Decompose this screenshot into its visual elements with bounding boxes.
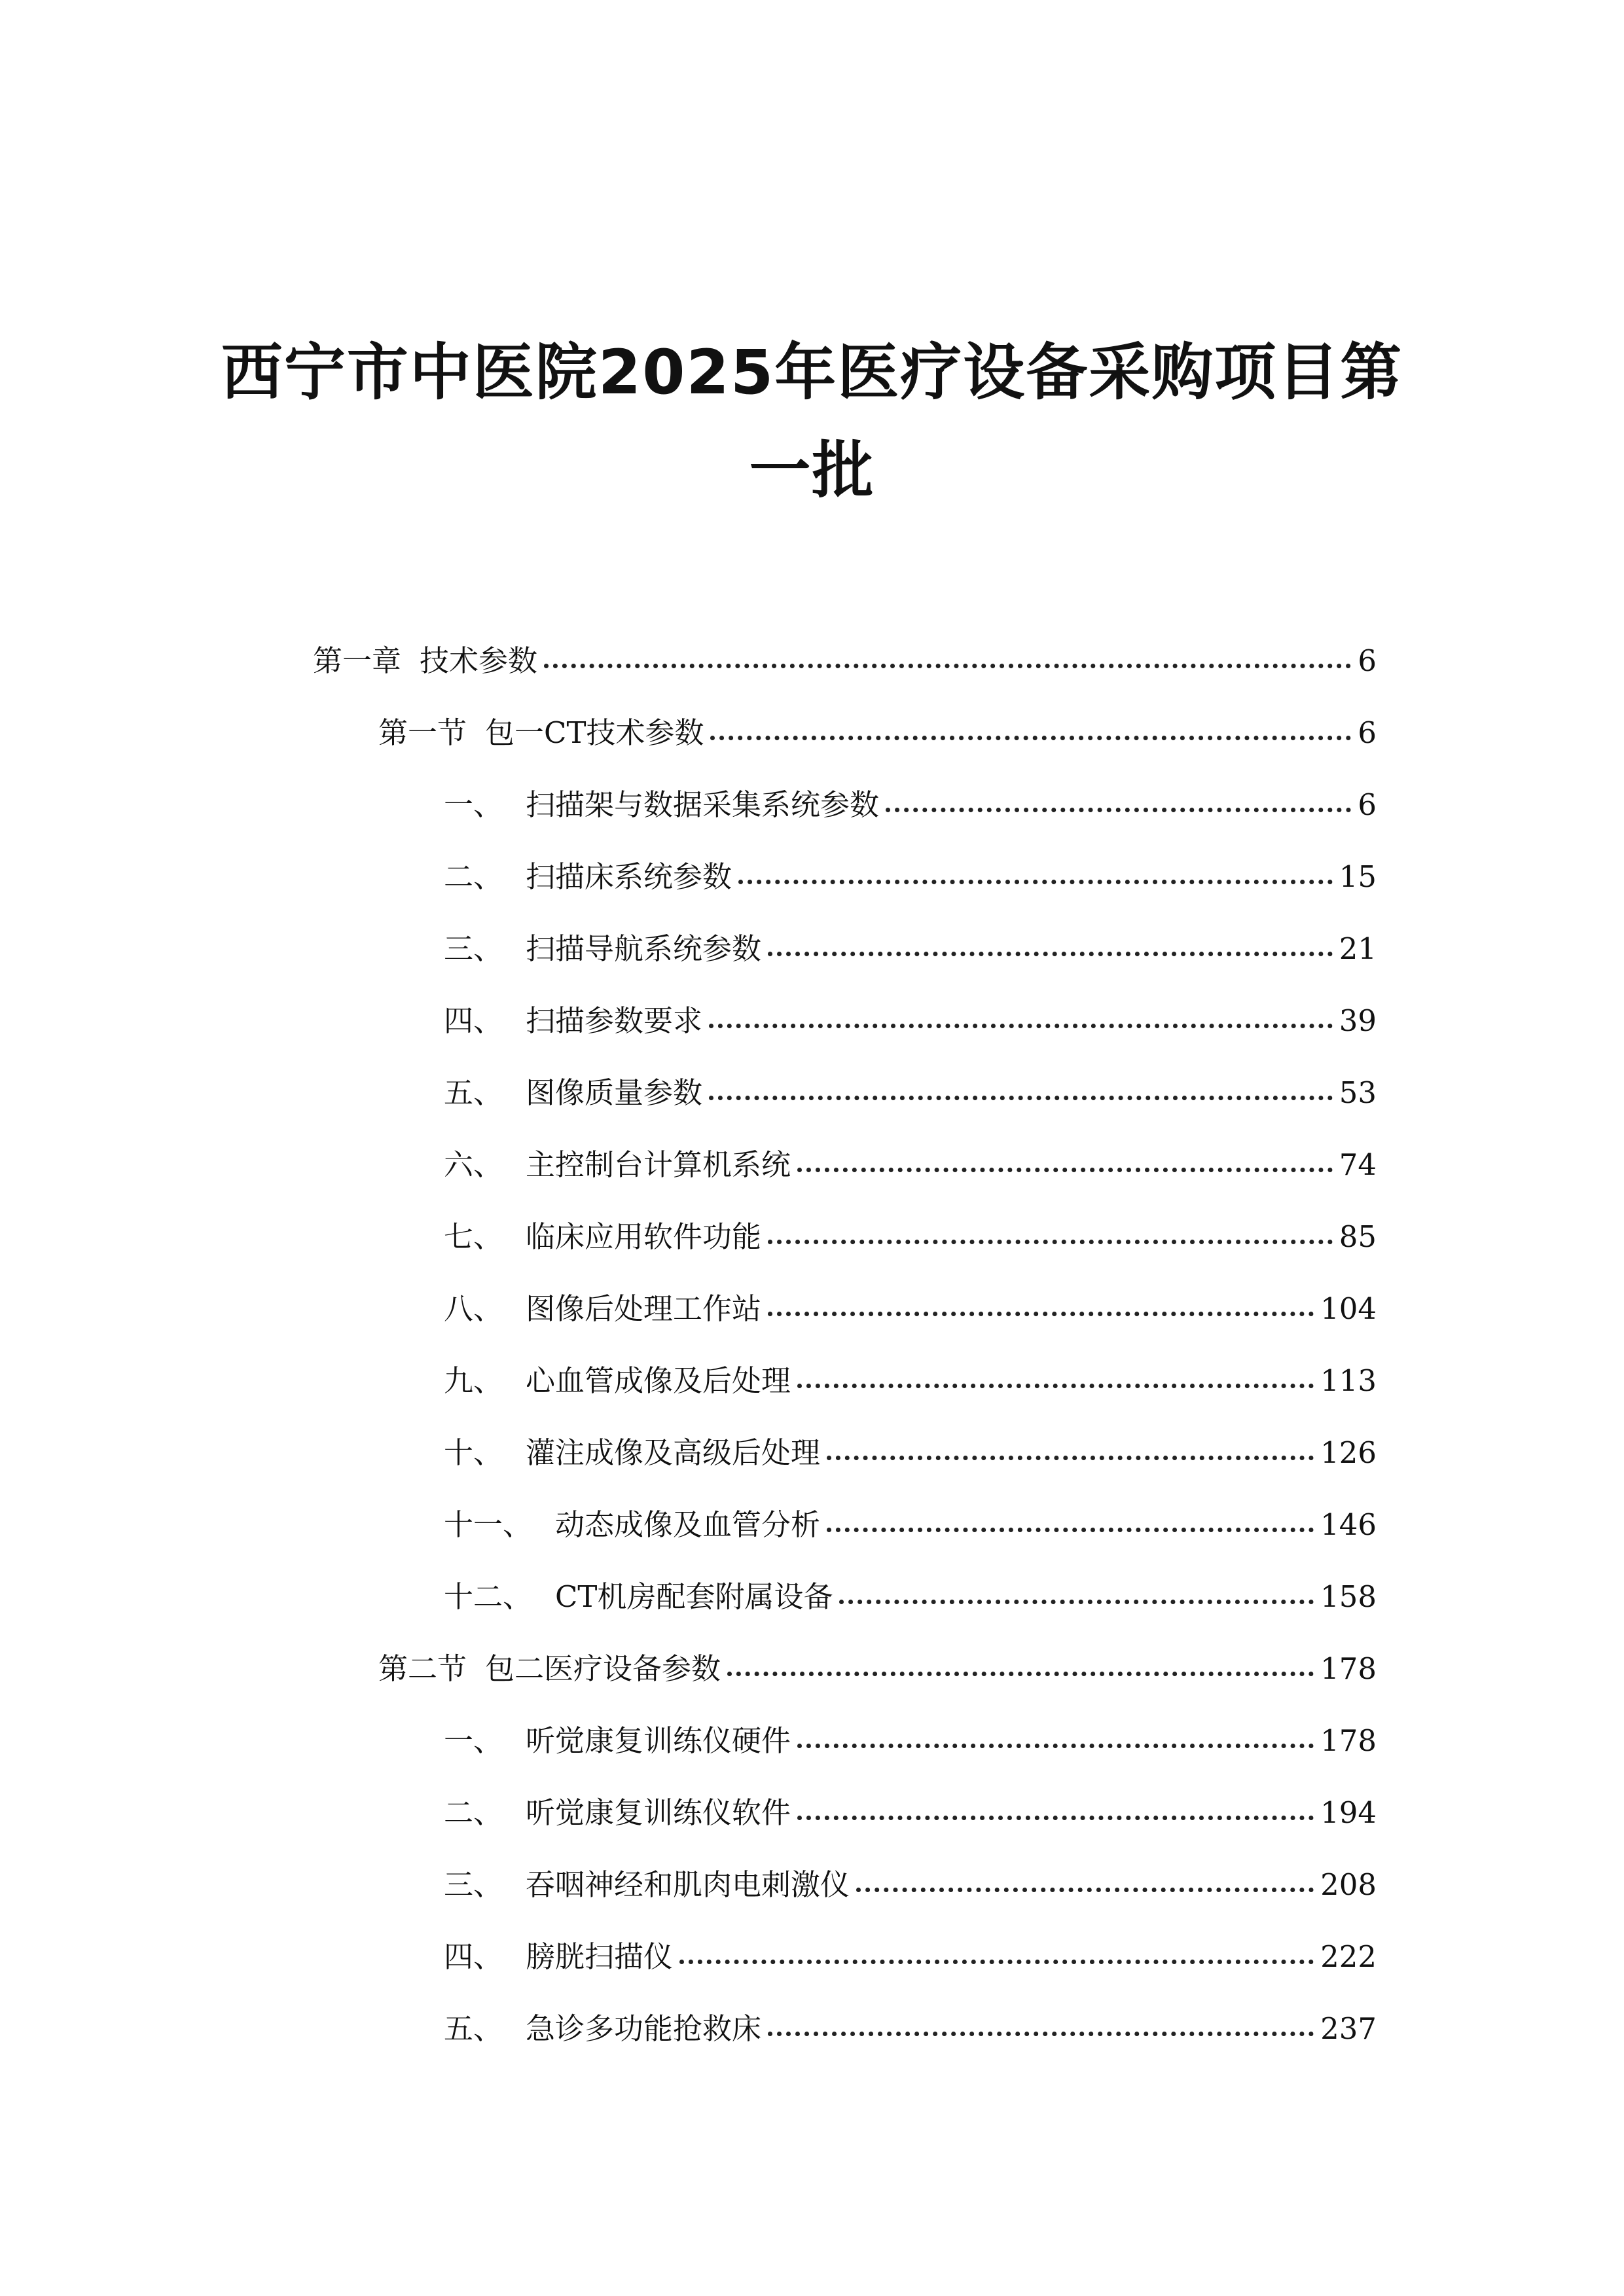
toc-dot-leader	[797, 1737, 1314, 1748]
toc-entry[interactable]	[444, 998, 1377, 1044]
toc-entry[interactable]	[444, 1574, 1377, 1620]
toc-entry-page-number: 53	[1339, 1075, 1377, 1110]
toc-entry-label: 包二医疗设备参数	[485, 1651, 721, 1686]
toc-entry-number: 十、	[444, 1435, 503, 1470]
toc-dot-leader	[886, 801, 1351, 812]
toc-entry-number: 第一章	[313, 643, 402, 678]
toc-entry-page-number: 6	[1358, 787, 1377, 822]
toc-dot-leader	[768, 945, 1333, 956]
toc-entry-page-number: 113	[1320, 1363, 1377, 1398]
toc-entry-number: 二、	[444, 1795, 503, 1830]
toc-entry-label: 图像后处理工作站	[526, 1291, 762, 1326]
toc-dot-leader	[797, 1377, 1314, 1388]
toc-dot-leader	[827, 1521, 1314, 1532]
toc-entry-page-number: 222	[1320, 1939, 1377, 1974]
toc-dot-leader	[709, 1017, 1333, 1028]
toc-entry-page-number: 6	[1358, 643, 1377, 678]
toc-entry-number: 九、	[444, 1363, 503, 1398]
document-title	[196, 324, 1428, 520]
toc-entry[interactable]	[444, 1790, 1377, 1836]
toc-entry-page-number: 21	[1339, 931, 1377, 966]
toc-entry[interactable]	[378, 1646, 1377, 1692]
toc-dot-leader	[709, 1089, 1333, 1100]
toc-entry-number: 一、	[444, 1723, 503, 1758]
toc-entry-page-number: 15	[1339, 859, 1377, 894]
toc-entry-label: 包一CT技术参数	[485, 715, 704, 750]
toc-entry[interactable]	[444, 1214, 1377, 1260]
toc-dot-leader	[797, 1161, 1333, 1172]
toc-entry-label: 扫描导航系统参数	[526, 931, 762, 966]
toc-entry-page-number: 126	[1320, 1435, 1377, 1470]
toc-entry-number: 第二节	[378, 1651, 467, 1686]
toc-entry-page-number: 6	[1358, 715, 1377, 750]
toc-entry[interactable]	[444, 1142, 1377, 1188]
toc-entry-label: 动态成像及血管分析	[555, 1507, 821, 1542]
toc-entry-number: 五、	[444, 1075, 503, 1110]
toc-entry-label: 技术参数	[420, 643, 538, 678]
document-title-line-2: 一批	[749, 435, 875, 507]
toc-entry[interactable]	[444, 1070, 1377, 1116]
toc-entry[interactable]	[444, 854, 1377, 900]
toc-entry-label: 膀胱扫描仪	[526, 1939, 674, 1974]
toc-entry-page-number: 104	[1320, 1291, 1377, 1326]
toc-entry-page-number: 85	[1339, 1219, 1377, 1254]
toc-entry-label: 灌注成像及高级后处理	[526, 1435, 821, 1470]
toc-entry-label: 听觉康复训练仪硬件	[526, 1723, 791, 1758]
toc-entry[interactable]	[444, 2006, 1377, 2052]
toc-entry-label: 吞咽神经和肌肉电刺激仪	[526, 1867, 850, 1902]
toc-entry-page-number: 178	[1320, 1651, 1377, 1686]
toc-entry-number: 三、	[444, 931, 503, 966]
document-title-line-1: 西宁市中医院2025年医疗设备采购项目第	[221, 337, 1403, 408]
toc-entry-page-number: 158	[1320, 1579, 1377, 1614]
toc-entry-number: 六、	[444, 1147, 503, 1182]
toc-entry-number: 二、	[444, 859, 503, 894]
toc-entry[interactable]	[444, 1718, 1377, 1764]
toc-dot-leader	[544, 657, 1351, 668]
toc-entry-page-number: 194	[1320, 1795, 1377, 1830]
toc-entry-number: 四、	[444, 1939, 503, 1974]
toc-entry-page-number: 178	[1320, 1723, 1377, 1758]
toc-entry-label: 心血管成像及后处理	[526, 1363, 791, 1398]
toc-dot-leader	[768, 2025, 1314, 2036]
toc-dot-leader	[738, 873, 1333, 884]
toc-entry[interactable]	[444, 1358, 1377, 1404]
toc-dot-leader	[710, 729, 1351, 740]
toc-dot-leader	[797, 1809, 1314, 1820]
toc-entry-number: 十二、	[444, 1579, 533, 1614]
toc-entry-page-number: 237	[1320, 2011, 1377, 2046]
toc-entry-page-number: 208	[1320, 1867, 1377, 1902]
toc-entry-label: 图像质量参数	[526, 1075, 703, 1110]
toc-entry-label: 急诊多功能抢救床	[526, 2011, 762, 2046]
toc-entry-page-number: 146	[1320, 1507, 1377, 1542]
toc-entry-number: 八、	[444, 1291, 503, 1326]
toc-entry-page-number: 39	[1339, 1003, 1377, 1038]
toc-entry-number: 十一、	[444, 1507, 533, 1542]
toc-entry-label: 扫描床系统参数	[526, 859, 732, 894]
toc-entry[interactable]	[444, 1502, 1377, 1548]
toc-entry-number: 三、	[444, 1867, 503, 1902]
toc-entry-label: 听觉康复训练仪软件	[526, 1795, 791, 1830]
toc-entry[interactable]	[444, 782, 1377, 828]
toc-dot-leader	[856, 1881, 1314, 1892]
toc-entry-label: 扫描架与数据采集系统参数	[526, 787, 880, 822]
toc-entry-label: CT机房配套附属设备	[555, 1579, 833, 1614]
toc-entry[interactable]	[444, 926, 1377, 972]
toc-entry-number: 第一节	[378, 715, 467, 750]
toc-dot-leader	[839, 1593, 1314, 1604]
toc-dot-leader	[679, 1953, 1314, 1964]
toc-entry[interactable]	[444, 1430, 1377, 1476]
toc-entry-number: 一、	[444, 787, 503, 822]
toc-dot-leader	[827, 1449, 1314, 1460]
toc-entry-number: 四、	[444, 1003, 503, 1038]
toc-dot-leader	[727, 1665, 1314, 1676]
toc-entry-number: 七、	[444, 1219, 503, 1254]
toc-entry-label: 主控制台计算机系统	[526, 1147, 791, 1182]
toc-entry-number: 五、	[444, 2011, 503, 2046]
toc-entry-label: 扫描参数要求	[526, 1003, 703, 1038]
toc-entry[interactable]	[378, 710, 1377, 756]
toc-entry[interactable]	[313, 638, 1377, 684]
toc-entry-page-number: 74	[1339, 1147, 1377, 1182]
toc-entry-label: 临床应用软件功能	[526, 1219, 762, 1254]
toc-entry[interactable]	[444, 1286, 1377, 1332]
toc-entry[interactable]	[444, 1934, 1377, 1980]
toc-dot-leader	[768, 1233, 1333, 1244]
toc-entry[interactable]	[444, 1862, 1377, 1908]
toc-dot-leader	[768, 1305, 1314, 1316]
